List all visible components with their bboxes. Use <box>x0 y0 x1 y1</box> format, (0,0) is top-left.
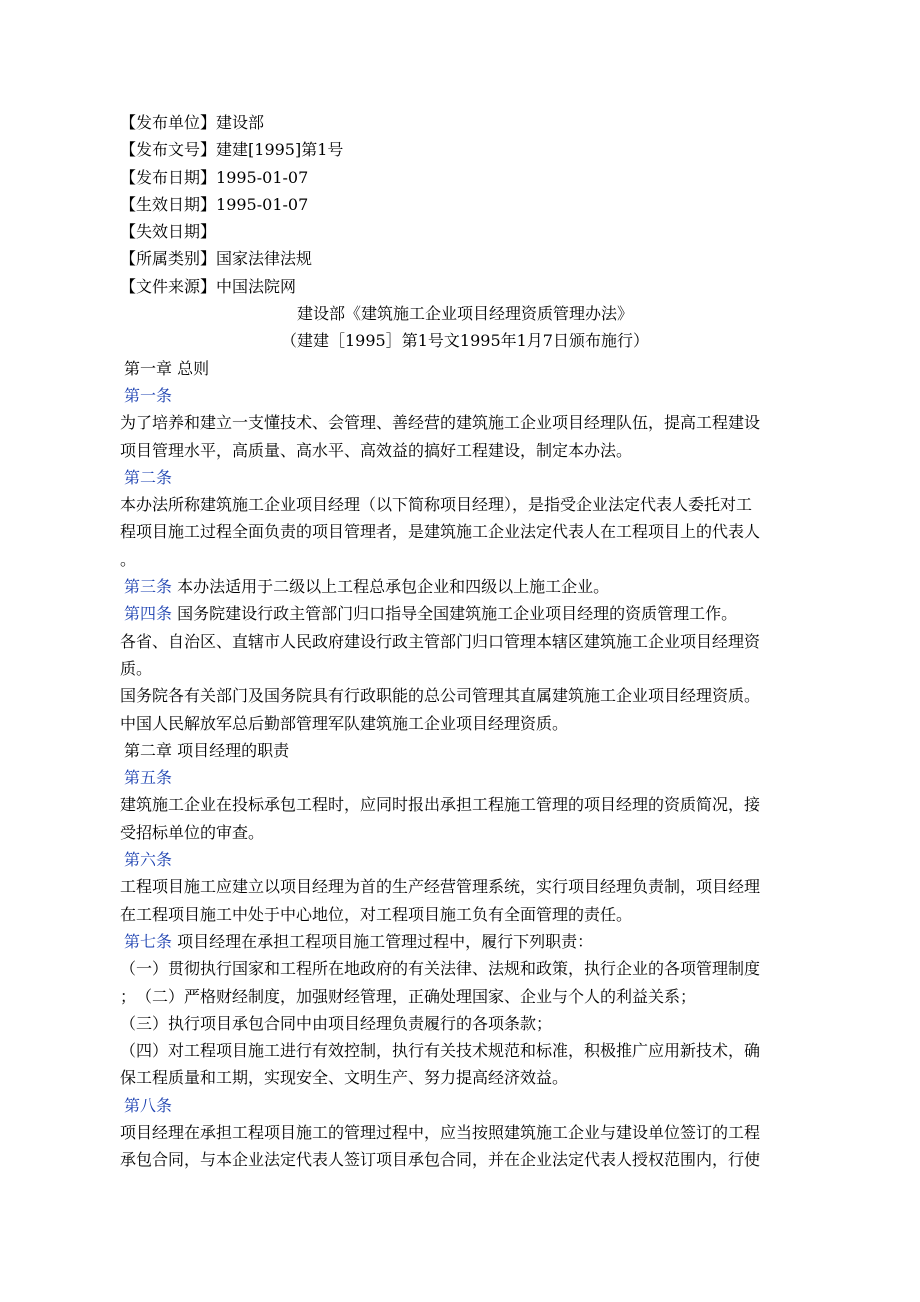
document-title: 建设部《建筑施工企业项目经理资质管理办法》 <box>296 304 633 324</box>
article-2-line-3: 。 <box>120 549 137 569</box>
article-8-heading: 第八条 <box>124 1095 173 1115</box>
article-3-text: 本办法适用于二级以上工程总承包企业和四级以上施工企业。 <box>177 577 610 597</box>
meta-value: 1995-01-07 <box>216 194 309 214</box>
meta-row-issue-date <box>120 164 810 191</box>
meta-value: 建设部 <box>216 113 265 132</box>
article-4-para-3: 国务院各有关部门及国务院具有行政职能的总公司管理其直属建筑施工企业项目经理资质。 <box>120 686 761 706</box>
article-2-heading: 第二条 <box>124 467 173 487</box>
article-7-item-4-line-1: （四）对工程项目施工进行有效控制，执行有关技术规范和标准，积极推广应用新技术，确 <box>120 1041 761 1061</box>
article-5-line-1: 建筑施工企业在投标承包工程时，应同时报出承担工程施工管理的项目经理的资质简况，接 <box>120 795 761 815</box>
document-content <box>120 109 810 1174</box>
article-4 <box>120 600 810 627</box>
meta-label: 【发布日期】 <box>120 167 217 187</box>
article-8-line-1: 项目经理在承担工程项目施工的管理过程中，应当按照建筑施工企业与建设单位签订的工程 <box>120 1122 761 1142</box>
meta-label: 【发布文号】 <box>120 140 217 160</box>
meta-label: 【失效日期】 <box>120 222 217 242</box>
meta-value: 1995-01-07 <box>216 167 309 187</box>
article-7-item-3: （三）执行项目承包合同中由项目经理负责履行的各项条款； <box>120 1013 553 1033</box>
meta-value: 国家法律法规 <box>216 249 313 269</box>
article-5-heading: 第五条 <box>124 768 173 788</box>
article-3 <box>120 573 810 600</box>
meta-value: 中国法院网 <box>216 276 297 296</box>
article-6-heading: 第六条 <box>124 850 173 870</box>
meta-row-issuer <box>120 109 810 136</box>
article-4-text: 国务院建设行政主管部门归口指导全国建筑施工企业项目经理的资质管理工作。 <box>177 604 738 624</box>
chapter-1-heading: 第一章 总则 <box>124 358 210 378</box>
meta-row-category <box>120 245 810 272</box>
meta-label: 【文件来源】 <box>120 276 217 296</box>
article-6-line-1: 工程项目施工应建立以项目经理为首的生产经营管理系统，实行项目经理负责制，项目经理 <box>120 877 761 897</box>
article-1-line-1: 为了培养和建立一支懂技术、会管理、善经营的建筑施工企业项目经理队伍，提高工程建设 <box>120 413 761 433</box>
article-7-text: 项目经理在承担工程项目施工管理过程中，履行下列职责： <box>177 931 594 951</box>
meta-label: 【所属类别】 <box>120 249 217 269</box>
article-4-para-2-line-1: 各省、自治区、直辖市人民政府建设行政主管部门归口管理本辖区建筑施工企业项目经理资 <box>120 631 761 651</box>
meta-row-effective-date <box>120 191 810 218</box>
article-7 <box>120 928 810 955</box>
article-7-item-4-line-2: 保工程质量和工期，实现安全、文明生产、努力提高经济效益。 <box>120 1068 569 1088</box>
article-7-item-1-line-1: （一）贯彻执行国家和工程所在地政府的有关法律、法规和政策，执行企业的各项管理制度 <box>120 959 761 979</box>
article-8-line-2: 承包合同，与本企业法定代表人签订项目承包合同，并在企业法定代表人授权范围内，行使 <box>120 1150 761 1170</box>
metadata-block <box>120 109 810 300</box>
article-2-line-1: 本办法所称建筑施工企业项目经理（以下简称项目经理），是指受企业法定代表人委托对工 <box>120 495 753 515</box>
article-1-heading: 第一条 <box>124 385 173 405</box>
meta-label: 【发布单位】 <box>120 113 217 132</box>
meta-row-doc-number <box>120 136 810 163</box>
article-2-line-2: 程项目施工过程全面负责的项目管理者，是建筑施工企业法定代表人在工程项目上的代表人 <box>120 522 761 542</box>
article-7-item-1-line-2: ； （二）严格财经制度，加强财经管理，正确处理国家、企业与个人的利益关系； <box>120 986 697 1006</box>
meta-value: 建建[1995]第1号 <box>216 140 344 160</box>
article-4-para-4: 中国人民解放军总后勤部管理军队建筑施工企业项目经理资质。 <box>120 713 569 733</box>
chapter-2-heading: 第二章 项目经理的职责 <box>124 740 290 760</box>
article-3-heading: 第三条 <box>124 577 173 597</box>
article-4-para-2-line-2: 质。 <box>120 658 153 678</box>
article-5-line-2: 受招标单位的审查。 <box>120 822 265 842</box>
meta-row-expiry-date <box>120 218 810 245</box>
article-6-line-2: 在工程项目施工中处于中心地位，对工程项目施工负有全面管理的责任。 <box>120 904 633 924</box>
document-subtitle: （建建［1995］第1号文1995年1月7日颁布施行） <box>281 331 649 351</box>
article-7-heading: 第七条 <box>124 931 173 951</box>
article-1-line-2: 项目管理水平，高质量、高水平、高效益的搞好工程建设，制定本办法。 <box>120 440 633 460</box>
meta-label: 【生效日期】 <box>120 194 217 214</box>
article-4-heading: 第四条 <box>124 604 173 624</box>
meta-row-source <box>120 273 810 300</box>
